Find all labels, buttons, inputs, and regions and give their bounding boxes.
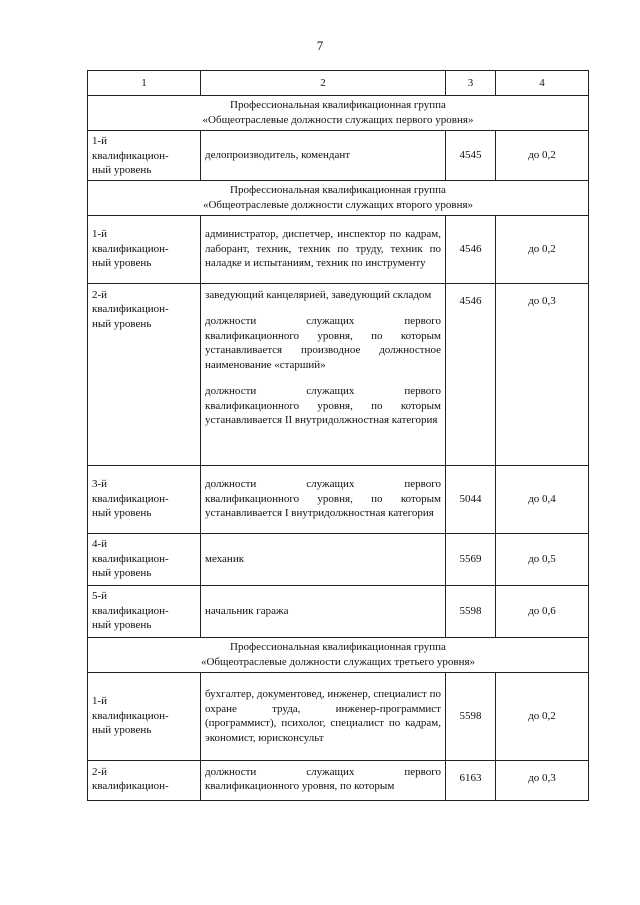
table-row <box>88 283 589 465</box>
code-cell: 4545 <box>446 131 496 181</box>
table-row <box>88 533 589 585</box>
table-row <box>88 760 589 800</box>
level-cell: 5-й квалификацион- ный уровень <box>88 585 201 637</box>
level-cell: 2-й квалификацион- <box>88 760 201 800</box>
coefficient-cell: до 0,2 <box>496 215 589 283</box>
code-cell: 5598 <box>446 672 496 760</box>
position-text: заведующий канцелярией, заведующий складом <box>205 288 432 301</box>
positions-cell: механик <box>201 533 446 585</box>
positions-cell: должности служащих первого квалификационного уровня, по которым <box>201 760 446 800</box>
group-title-line: Профессиональная квалификационная группа <box>230 99 446 112</box>
level-cell: 1-й квалификацион- ный уровень <box>88 131 201 181</box>
qualification-table <box>87 70 589 801</box>
table-row <box>88 215 589 283</box>
level-cell: 3-й квалификацион- ный уровень <box>88 465 201 533</box>
code-cell: 5044 <box>446 465 496 533</box>
positions-cell: делопроизводитель, комендант <box>201 131 446 181</box>
code-cell: 4546 <box>446 215 496 283</box>
group-title-row <box>88 637 589 672</box>
table-row <box>88 672 589 760</box>
group-title-row <box>88 96 589 131</box>
level-cell: 4-й квалификацион- ный уровень <box>88 533 201 585</box>
group-title-row <box>88 180 589 215</box>
group-title-line: Профессиональная квалификационная группа <box>230 184 446 197</box>
level-cell: 1-й квалификацион- ный уровень <box>88 672 201 760</box>
coefficient-cell: до 0,4 <box>496 465 589 533</box>
coefficient-cell: до 0,2 <box>496 672 589 760</box>
group-title-line: Профессиональная квалификационная группа <box>230 641 446 654</box>
column-header: 2 <box>201 71 446 96</box>
table-row <box>88 465 589 533</box>
coefficient-cell: до 0,3 <box>496 760 589 800</box>
level-cell: 1-й квалификацион- ный уровень <box>88 215 201 283</box>
positions-cell <box>201 283 446 465</box>
coefficient-cell: до 0,3 <box>496 283 589 465</box>
table-row <box>88 131 589 181</box>
position-text: должности служащих первого квалификационного уровня, по которым устанавливается II внутридолжностная категория <box>205 385 441 427</box>
code-cell: 4546 <box>446 283 496 465</box>
positions-cell: бухгалтер, документовед, инженер, специалист по охране труда, инженер-программист (программист), психолог, специалист по кадрам, экономист, юрисконсульт <box>201 672 446 760</box>
code-cell: 5598 <box>446 585 496 637</box>
page-number: 7 <box>316 38 324 53</box>
code-cell: 6163 <box>446 760 496 800</box>
column-header: 3 <box>446 71 496 96</box>
code-cell: 5569 <box>446 533 496 585</box>
position-text: должности служащих первого квалификационного уровня, по которым устанавливается производное должностное наименование «старший» <box>205 315 441 371</box>
positions-cell: начальник гаража <box>201 585 446 637</box>
column-header: 1 <box>88 71 201 96</box>
coefficient-cell: до 0,5 <box>496 533 589 585</box>
table-row <box>88 585 589 637</box>
coefficient-cell: до 0,6 <box>496 585 589 637</box>
group-title-line: «Общеотраслевые должности служащих третьего уровня» <box>200 655 476 668</box>
level-cell: 2-й квалификацион- ный уровень <box>88 283 201 465</box>
positions-cell: должности служащих первого квалификационного уровня, по которым устанавливается I внутридолжностная категория <box>201 465 446 533</box>
group-title-line: «Общеотраслевые должности служащих первого уровня» <box>202 114 474 126</box>
table-header-row <box>88 71 589 96</box>
group-title-line: «Общеотраслевые должности служащих второго уровня» <box>202 198 474 211</box>
positions-cell: администратор, диспетчер, инспектор по кадрам, лаборант, техник, техник по труду, техник по наладке и испытаниям, техник по инструменту <box>201 215 446 283</box>
coefficient-cell: до 0,2 <box>496 131 589 181</box>
column-header: 4 <box>496 71 589 96</box>
